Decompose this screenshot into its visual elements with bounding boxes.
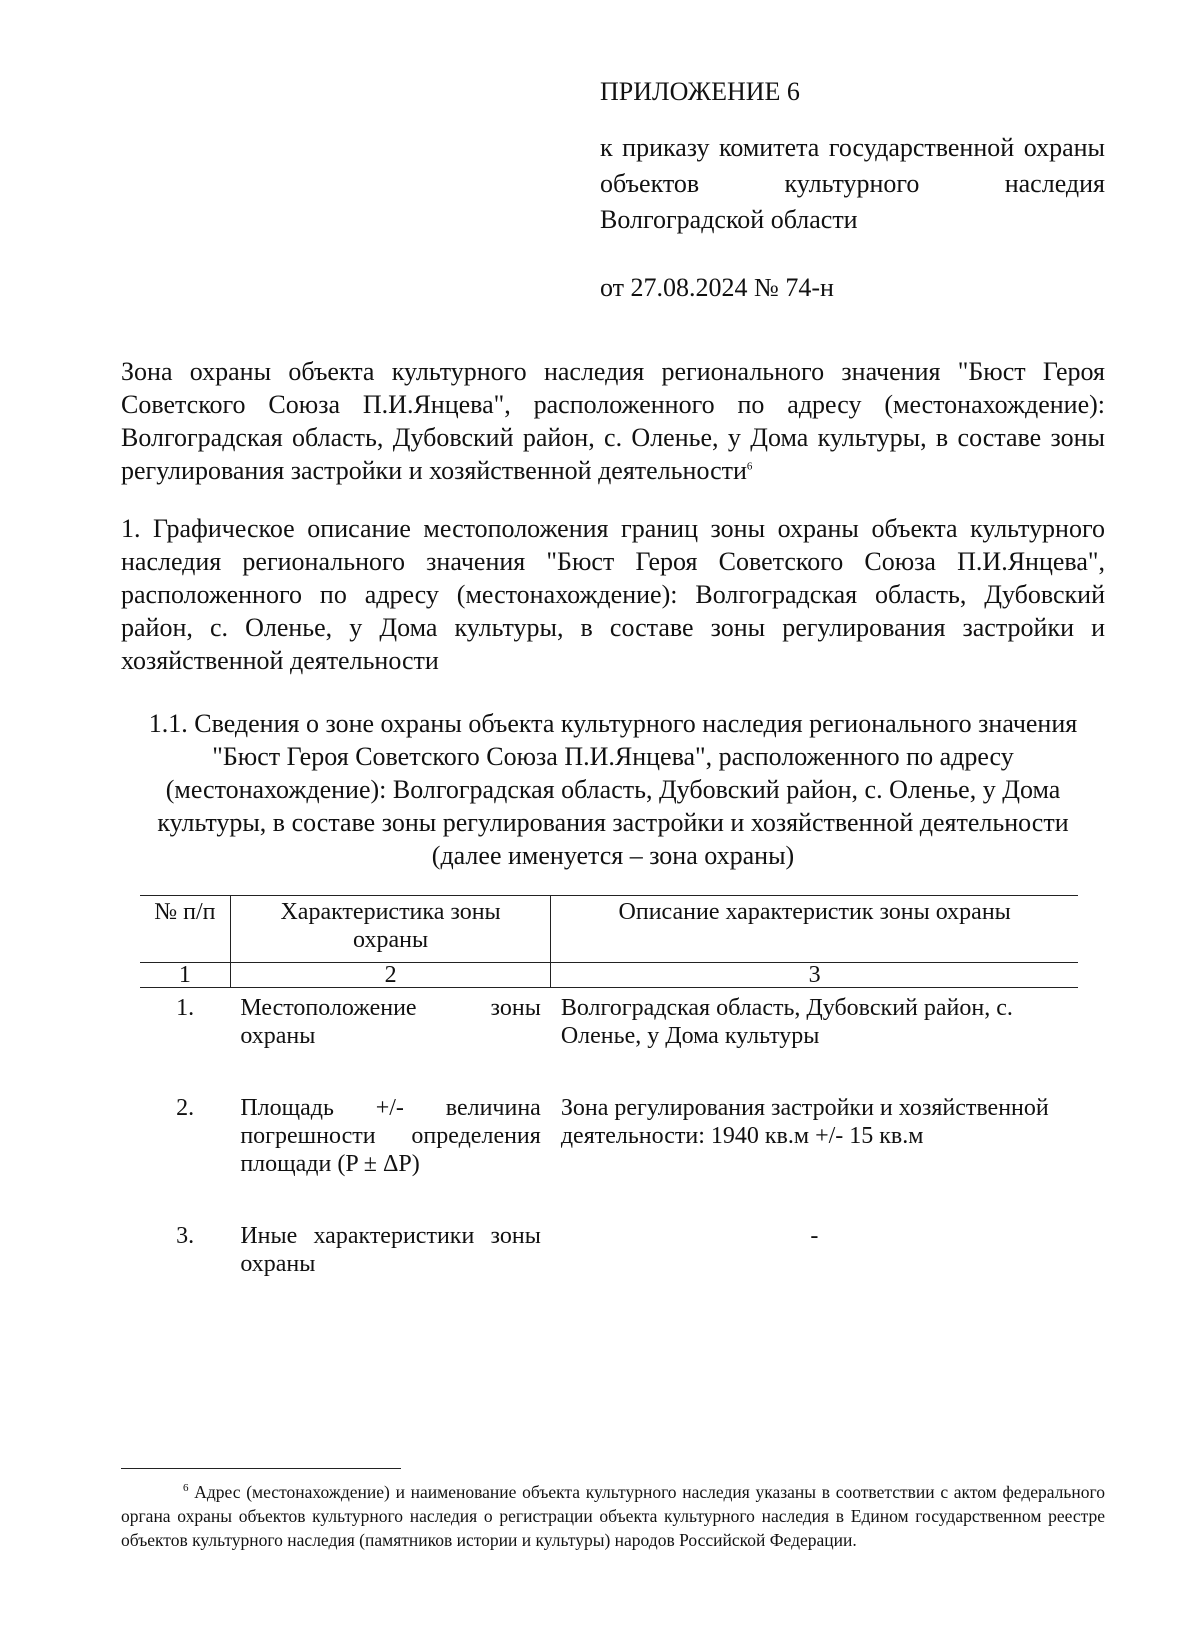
row-characteristic: Иные характеристики зоны охраны <box>240 1223 541 1277</box>
table-row <box>140 1088 1078 1216</box>
table-column-numbers-row <box>140 963 1078 988</box>
zone-characteristics-table <box>140 895 1078 1316</box>
appendix-header <box>600 74 1105 306</box>
row-description: Волгоградская область, Дубовский район, с. Оленье, у Дома культуры <box>560 995 1013 1049</box>
row-description: - <box>810 1223 819 1249</box>
table-column-number: 3 <box>551 963 1078 988</box>
footnote <box>121 1480 1105 1552</box>
table-column-number: 1 <box>140 963 230 988</box>
row-description: Зона регулирования застройки и хозяйственной деятельности: 1940 кв.м +/- 15 кв.м <box>560 1095 1049 1149</box>
table-row <box>140 1216 1078 1316</box>
table-row <box>140 988 1078 1089</box>
section-1-1-heading: 1.1. Сведения о зоне охраны объекта культурного наследия регионального значения "Бюст Героя Советского Союза П.И.Янцева", расположенного по адресу (местонахождение): Волгоградская область, Дубовский район, с. Оленье, у Дома культуры, в составе зоны регулирования застройки и хозяйственной деятельности (далее именуется – зона охраны) <box>148 709 1078 870</box>
row-characteristic: Площадь +/- величина погрешности определения площади (P ± ΔP) <box>240 1095 541 1177</box>
footnote-separator <box>121 1468 401 1469</box>
table-header-description: Описание характеристик зоны охраны <box>551 896 1078 963</box>
footnote-mark: 6 <box>183 1482 189 1495</box>
appendix-order-date: от 27.08.2024 № 74-н <box>600 273 834 302</box>
row-number: 2. <box>176 1095 195 1121</box>
row-number: 3. <box>176 1223 195 1249</box>
table-header-row <box>140 896 1078 963</box>
table-header-number: № п/п <box>140 896 230 963</box>
table-header-characteristic: Характеристика зоны охраны <box>230 896 551 963</box>
appendix-title: ПРИЛОЖЕНИЕ 6 <box>600 77 800 106</box>
row-number: 1. <box>176 995 195 1021</box>
zone-title <box>121 355 1105 487</box>
table-column-number: 2 <box>230 963 551 988</box>
zone-title-footnote-mark: 6 <box>746 460 753 473</box>
footnote-text: Адрес (местонахождение) и наименование объекта культурного наследия указаны в соответствии с актом федерального органа охраны объектов культурного наследия о регистрации объекта культурного наследия в Едином государственном реестре объектов культурного наследия (памятников истории и культуры) народов Российской Федерации. <box>121 1482 1105 1550</box>
section-1-heading: 1. Графическое описание местоположения границ зоны охраны объекта культурного наследия регионального значения "Бюст Героя Советского Союза П.И.Янцева", расположенного по адресу (местонахождение): Волгоградская область, Дубовский район, с. Оленье, у Дома культуры, в составе зоны регулирования застройки и хозяйственной деятельности <box>121 514 1105 675</box>
zone-title-text: Зона охраны объекта культурного наследия регионального значения "Бюст Героя Советского Союза П.И.Янцева", расположенного по адресу (местонахождение): Волгоградская область, Дубовский район, с. Оленье, у Дома культуры, в составе зоны регулирования застройки и хозяйственной деятельности <box>121 357 1105 485</box>
appendix-order-reference: к приказу комитета государственной охраны объектов культурного наследия Волгоградской области <box>600 133 1105 234</box>
row-characteristic: Местоположение зоны охраны <box>240 995 541 1049</box>
